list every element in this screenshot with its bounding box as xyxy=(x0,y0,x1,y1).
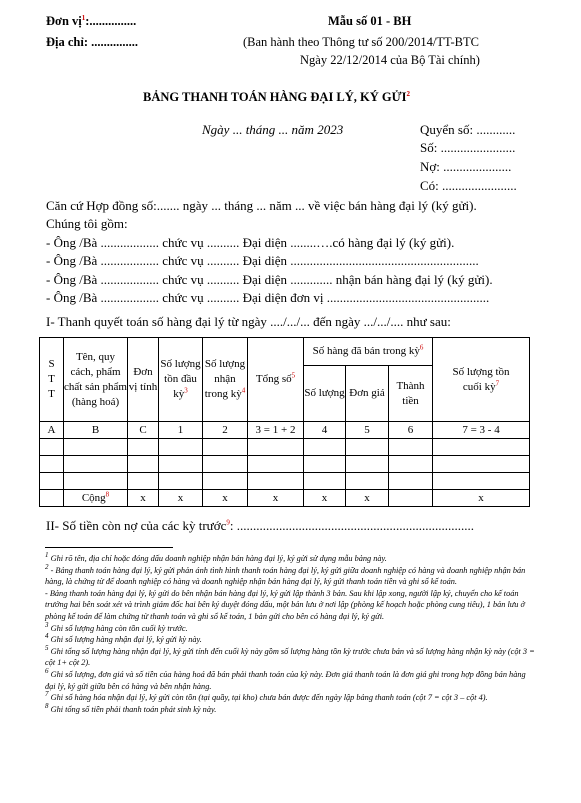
footnote-text: - Bảng thanh toán hàng đại lý, ký gửi do bên nhận bán hàng đại lý, ký gửi lập thành 3 bản. Sau khi lập xong, người lập ký, chuyển cho kế toán trưởng hai bên soát xét và trình giám đốc hai bên ký duyệt đóng dấu, một bản lưu ở nơi lập (phòng kế hoạch hoặc phòng cung tiêu), 1 bản lưu ở phòng kế toán để làm chứng từ thanh toán và ghi sổ kế toán, 1 bản gửi cho bên có hàng đại lý, ký gửi. xyxy=(45,588,525,621)
date-line: Ngày ... tháng ... năm 2023 xyxy=(202,122,344,137)
footnote-ref-1: 1 xyxy=(81,13,86,22)
footnote-text: Ghi số lượng hàng nhận đại lý, ký gửi kỳ này. xyxy=(48,635,202,645)
col-header-closing xyxy=(433,338,530,422)
footnote-number: 1 xyxy=(45,551,49,560)
footnote-text: Ghi số lượng hàng còn tồn cuối kỳ trước. xyxy=(48,623,188,633)
code-cell: B xyxy=(64,422,128,439)
footnote-ref-3: 3 xyxy=(184,386,188,395)
col-header-sold-qty: Số lượng xyxy=(304,366,346,422)
received-label: Số lượng nhận trong kỳ xyxy=(204,358,246,400)
footnote-number: 6 xyxy=(45,667,49,676)
footnote-number: 3 xyxy=(45,620,49,629)
footnote xyxy=(45,553,537,565)
settlement-table xyxy=(39,337,530,507)
debit-account: Nợ: ..................... xyxy=(420,159,512,174)
footnote xyxy=(45,634,537,646)
total-label: Tổng số xyxy=(255,373,292,385)
party-line-2: - Ông /Bà .................. chức vụ .......... Đại diện .......................................................... xyxy=(46,253,479,268)
sold-label: Số hàng đã bán trong kỳ xyxy=(312,345,420,357)
footnote-text: Ghi số hàng hóa nhận đại lý, ký gửi còn tồn (tại quầy, tại kho) chưa bán được đến ngày lập bảng thanh toán (cột 7 = cột 3 – cột 4). xyxy=(48,693,488,703)
total-mark: x xyxy=(304,490,346,507)
footnote-number: 7 xyxy=(45,690,49,699)
book-number: Quyển số: ............ xyxy=(420,122,516,137)
col-header-sold xyxy=(304,338,433,366)
unit-line xyxy=(46,14,136,29)
unit-label: Đơn vị xyxy=(46,14,82,28)
footnote xyxy=(45,562,537,588)
section-2-heading: II- Số tiền còn nợ của các kỳ trước xyxy=(46,518,227,533)
table-row xyxy=(40,456,530,473)
opening-label: Số lượng tồn đầu kỳ xyxy=(160,358,201,400)
code-cell: 6 xyxy=(389,422,433,439)
form-number: Mẫu số 01 - BH xyxy=(328,14,412,28)
party-line-4: - Ông /Bà .................. chức vụ .......... Đại diện đơn vị .................................................. xyxy=(46,290,490,305)
total-row xyxy=(40,490,530,507)
credit-account: Có: ....................... xyxy=(420,178,517,193)
section-2-line xyxy=(46,518,474,534)
col-header-unit: Đơn vị tính xyxy=(128,338,159,422)
total-mark: x xyxy=(203,490,248,507)
total-row-label xyxy=(64,490,128,507)
total-label-text: Cộng xyxy=(81,491,106,504)
section-1-heading: I- Thanh quyết toán số hàng đại lý từ ngày ..../.../... đến ngày .../.../.... như sau: xyxy=(46,314,451,329)
total-mark: x xyxy=(128,490,159,507)
footnote-number: 2 xyxy=(45,562,49,571)
col-header-received xyxy=(203,338,248,422)
col-header-total xyxy=(248,338,304,422)
footnote-text: Ghi tổng số tiền phải thanh toán phát sinh kỳ này. xyxy=(48,704,217,714)
footnote-ref-6: 6 xyxy=(419,343,424,352)
column-code-row xyxy=(40,422,530,439)
footnote-text: - Bảng thanh toán hàng đại lý, ký gửi phản ánh tình hình thanh toán hàng đại lý, ký gửi giữa doanh nghiệp có hàng và doanh nghiệp nhận bán hàng, là chứng từ để doanh nghiệp có hàng và doanh nghiệp nhận bán hàng đại lý, ký gửi thanh toán tiền và ghi sổ kế toán. xyxy=(45,565,526,587)
footnote-number: 8 xyxy=(45,701,49,710)
party-line-1: - Ông /Bà .................. chức vụ .......... Đại diện ........….có hàng đại lý (ký gửi). xyxy=(46,235,455,250)
issued-line-1: (Ban hành theo Thông tư số 200/2014/TT-BTC xyxy=(243,35,479,49)
total-mark: x xyxy=(433,490,530,507)
footnote-text: Ghi tổng số lượng hàng nhận đại lý, ký gửi tính đến cuối kỳ này gồm số lượng hàng tồn kỳ trước chưa bán và số lượng hàng nhận kỳ này (cột 3 = cột 1+ cột 2). xyxy=(45,646,535,668)
footnote-text: Ghi rõ tên, địa chỉ hoặc đóng dấu doanh nghiệp nhận bán hàng đại lý, ký gửi sử dụng mẫu bảng này. xyxy=(48,554,387,563)
code-cell: 1 xyxy=(159,422,203,439)
title-text: BẢNG THANH TOÁN HÀNG ĐẠI LÝ, KÝ GỬI xyxy=(143,90,407,104)
table-row xyxy=(40,473,530,490)
footnote-ref-8: 8 xyxy=(105,489,110,498)
col-header-sold-amount: Thành tiền xyxy=(389,366,433,422)
code-cell: 4 xyxy=(304,422,346,439)
code-cell: 2 xyxy=(203,422,248,439)
table-row xyxy=(40,439,530,456)
footnote xyxy=(45,643,537,669)
section-2-dots: : ......................................................................... xyxy=(229,518,474,533)
col-header-sold-price: Đơn giá xyxy=(346,366,389,422)
code-cell: 3 = 1 + 2 xyxy=(248,422,304,439)
unit-dots: :............... xyxy=(85,14,137,28)
code-cell: C xyxy=(128,422,159,439)
footnote xyxy=(45,620,537,635)
col-header-stt: S T T xyxy=(40,338,64,422)
footnote-ref-9: 9 xyxy=(226,518,230,527)
footnotes xyxy=(45,553,537,715)
footnote-ref-7: 7 xyxy=(495,378,500,387)
document-title xyxy=(143,90,410,105)
contract-line: Căn cứ Hợp đồng số:....... ngày ... tháng ... năm ... về việc bán hàng đại lý (ký gửi). xyxy=(46,198,477,213)
code-cell: 5 xyxy=(346,422,389,439)
footnote-number: 5 xyxy=(45,643,49,652)
issued-line-2: Ngày 22/12/2014 của Bộ Tài chính) xyxy=(300,53,480,67)
footnote-number: 4 xyxy=(45,632,49,641)
footnote-ref-4: 4 xyxy=(241,386,246,395)
code-cell: A xyxy=(40,422,64,439)
code-cell: 7 = 3 - 4 xyxy=(433,422,530,439)
footnote xyxy=(45,669,537,692)
col-header-opening xyxy=(159,338,203,422)
footnote-text: Ghi số lượng, đơn giá và số tiền của hàng hoá đã bán phải thanh toán của kỳ này. Đơn giá thanh toán là đơn giá ghi trong hợp đồng bán hàng đại lý, ký gửi giữa bên có hàng và bên nhận hàng. xyxy=(45,669,526,691)
party-line-3: - Ông /Bà .................. chức vụ .......... Đại diện ............. nhận bán hàng đại lý (ký gửi). xyxy=(46,272,493,287)
footnote-ref-5: 5 xyxy=(291,371,296,380)
total-mark: x xyxy=(159,490,203,507)
parties-heading: Chúng tôi gồm: xyxy=(46,216,128,231)
address-line: Địa chỉ: ............... xyxy=(46,35,139,49)
col-header-product: Tên, quy cách, phẩm chất sản phẩm (hàng hoá) xyxy=(64,338,128,422)
footnote-divider xyxy=(45,547,173,548)
closing-label: Số lượng tồn cuối kỳ xyxy=(452,365,510,393)
total-mark: x xyxy=(346,490,389,507)
footnote xyxy=(45,588,537,623)
footnote-ref-2: 2 xyxy=(406,89,410,98)
doc-number: Số: ....................... xyxy=(420,140,516,155)
footnote xyxy=(45,701,537,716)
total-mark: x xyxy=(248,490,304,507)
footnote xyxy=(45,692,537,704)
